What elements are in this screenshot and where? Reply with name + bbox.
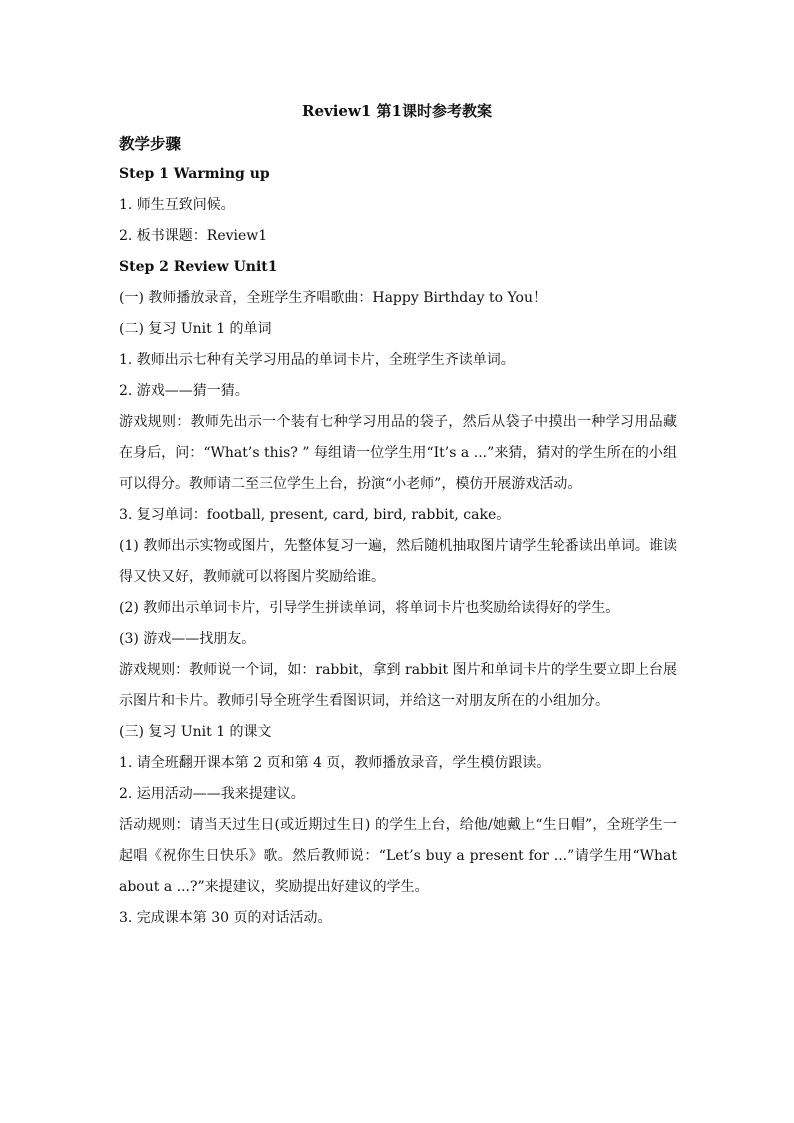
step-heading-2: Step 2 Review Unit1 xyxy=(119,259,278,275)
rule-paragraph: 游戏规则：教师先出示一个装有七种学习用品的袋子，然后从袋子中摸出一种学习用品藏在身后，问：“What’s this? ” 每组请一位学生用“It’s a ...”来猜，猜对的学生所在的小组可以得分。教师请二至三位学生上台，扮演“小老师”，模仿开展游戏活动。 xyxy=(119,414,677,492)
document-title: Review1 第1课时参考教案 xyxy=(302,102,492,120)
list-item: (3) 游戏——找朋友。 xyxy=(119,631,256,647)
rule-paragraph: (1) 教师出示实物或图片，先整体复习一遍，然后随机抽取图片请学生轮番读出单词。谁读得又快又好，教师就可以将图片奖励给谁。 xyxy=(119,538,677,585)
list-item: 1. 师生互致问候。 xyxy=(119,197,235,213)
list-item: 2. 运用活动——我来提建议。 xyxy=(119,786,305,802)
list-item: 3. 复习单词：football, present, card, bird, rabbit, cake。 xyxy=(119,507,511,523)
subsection-item: (三) 复习 Unit 1 的课文 xyxy=(119,724,272,740)
document-body xyxy=(119,128,677,934)
rule-paragraph: 游戏规则：教师说一个词，如：rabbit，拿到 rabbit 图片和单词卡片的学生要立即上台展示图片和卡片。教师引导全班学生看图识词，并给这一对朋友所在的小组加分。 xyxy=(119,662,677,709)
list-item: 3. 完成课本第 30 页的对话活动。 xyxy=(119,910,332,926)
list-item: 1. 请全班翻开课本第 2 页和第 4 页，教师播放录音，学生模仿跟读。 xyxy=(119,755,551,771)
list-item: 2. 游戏——猜一猜。 xyxy=(119,383,249,399)
subsection-item: (二) 复习 Unit 1 的单词 xyxy=(119,321,272,337)
step-heading-1: Step 1 Warming up xyxy=(119,166,270,182)
subsection-item: (一) 教师播放录音，全班学生齐唱歌曲：Happy Birthday to You！ xyxy=(119,290,547,306)
section-heading: 教学步骤 xyxy=(119,134,182,153)
list-item: (2) 教师出示单词卡片，引导学生拼读单词，将单词卡片也奖励给读得好的学生。 xyxy=(119,600,620,616)
list-item: 2. 板书课题：Review1 xyxy=(119,228,268,244)
list-item: 1. 教师出示七种有关学习用品的单词卡片，全班学生齐读单词。 xyxy=(119,352,515,368)
rule-paragraph: 活动规则：请当天过生日(或近期过生日) 的学生上台，给他/她戴上“生日帽”，全班学生一起唱《祝你生日快乐》歌。然后教师说：“Let’s buy a present for ...”请学生用“What about a ...?”来提建议，奖励提出好建议的学生。 xyxy=(119,817,677,895)
